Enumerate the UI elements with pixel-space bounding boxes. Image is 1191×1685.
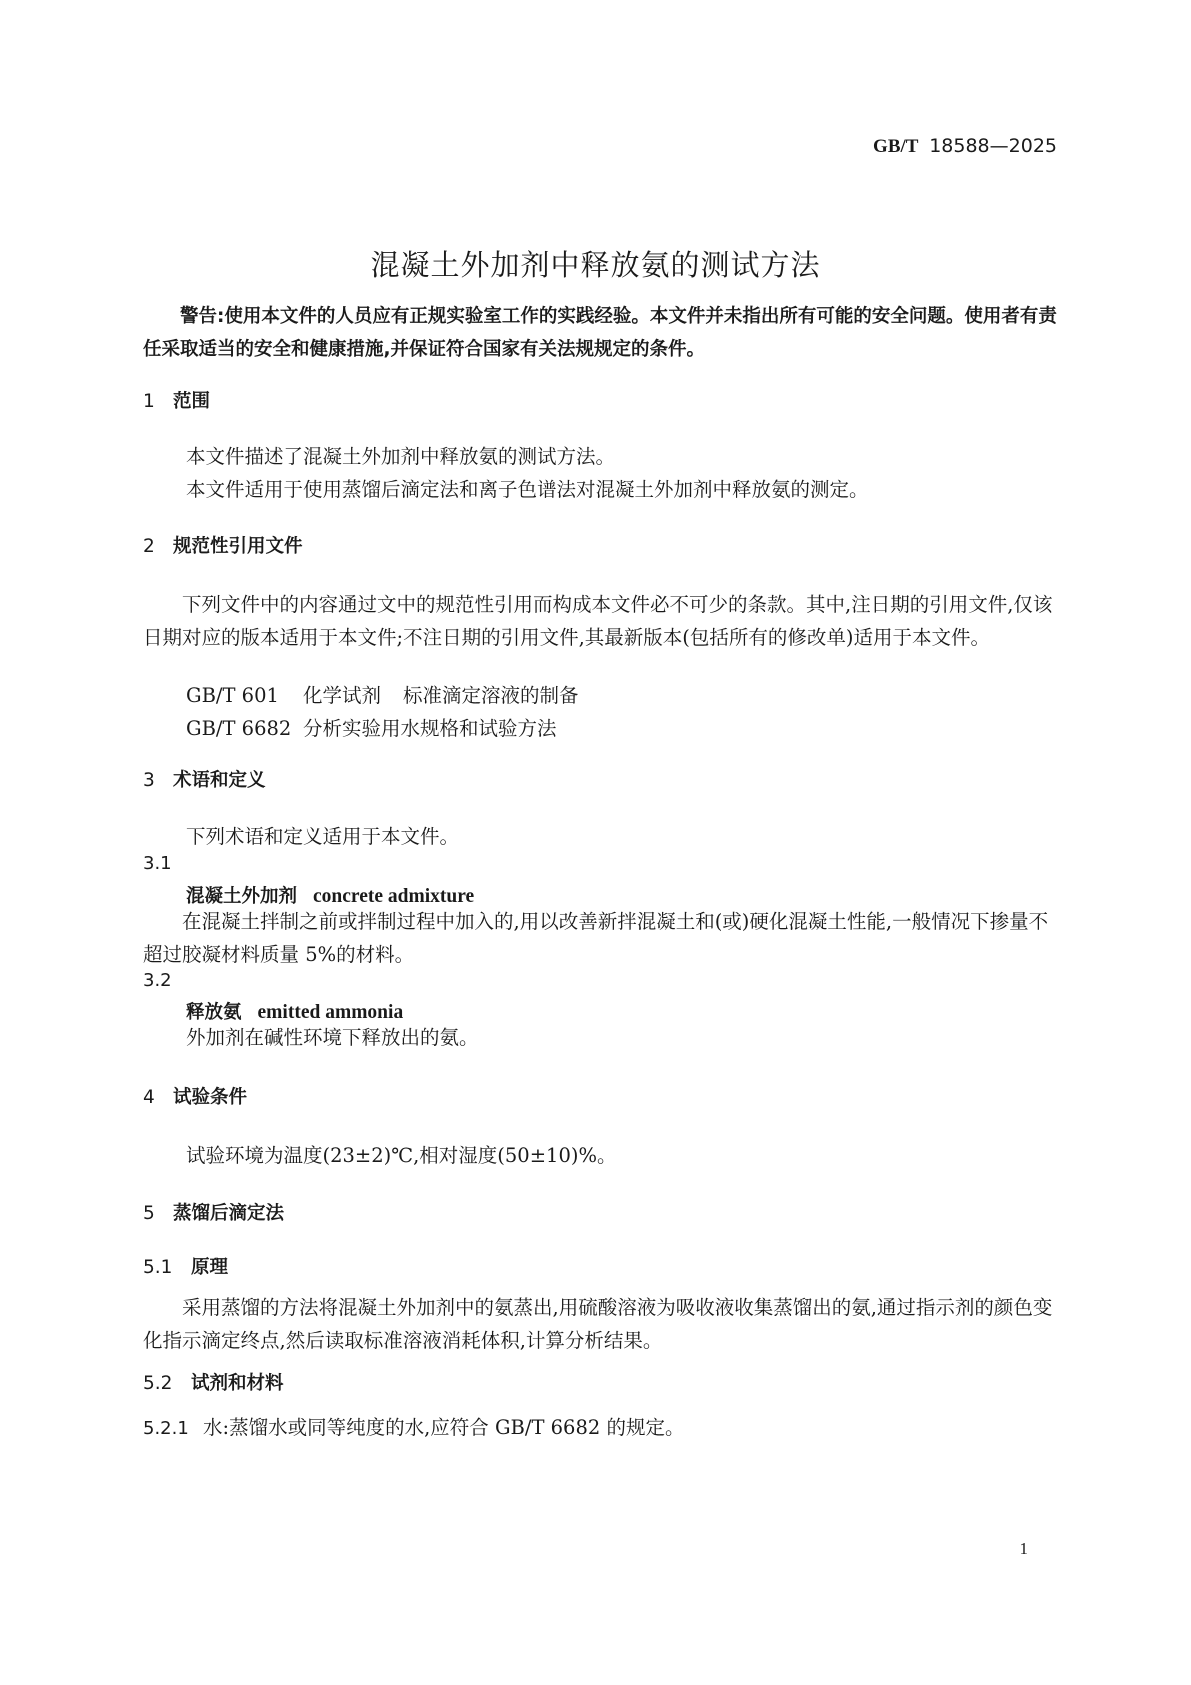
warning-notice: 警告:使用本文件的人员应有正规实验室工作的实践经验。本文件并未指出所有可能的安全问题。使用者有责任采取适当的安全和健康措施,并保证符合国家有关法规规定的条件。	[143, 306, 1057, 360]
reference-name-part: 标准滴定溶液的制备	[403, 684, 579, 707]
term-definition: 在混凝土拌制之前或拌制过程中加入的,用以改善新拌混凝土和(或)硬化混凝土性能,一般情况下掺量不超过胶凝材料质量 5%的材料。	[143, 910, 1049, 966]
section-heading-scope	[143, 387, 210, 413]
reference-item	[186, 713, 557, 741]
paragraph: 下列术语和定义适用于本文件。	[186, 825, 460, 848]
clause-5-2-1	[143, 1412, 684, 1440]
section-number: 4	[143, 1087, 155, 1108]
reference-item	[186, 680, 579, 708]
subsection-title: 原理	[191, 1257, 229, 1278]
term-number: 3.1	[143, 853, 172, 874]
reference-name: 化学试剂	[303, 684, 382, 707]
section-heading-test-conditions	[143, 1083, 247, 1109]
section-number: 2	[143, 536, 155, 557]
paragraph: 本文件适用于使用蒸馏后滴定法和离子色谱法对混凝土外加剂中释放氨的测定。	[186, 478, 869, 501]
subsection-number: 5.1	[143, 1257, 173, 1278]
term-zh: 释放氨	[186, 1002, 242, 1023]
subsection-heading-principle	[143, 1253, 228, 1279]
term-en: concrete admixture	[313, 886, 475, 907]
clause-text: 水:蒸馏水或同等纯度的水,应符合 GB/T 6682 的规定。	[203, 1416, 685, 1439]
paragraph: 本文件描述了混凝土外加剂中释放氨的测试方法。	[186, 445, 616, 468]
section-title: 术语和定义	[173, 770, 266, 791]
section-number: 1	[143, 391, 155, 412]
term-definition: 外加剂在碱性环境下释放出的氨。	[186, 1026, 479, 1049]
term-number: 3.2	[143, 970, 172, 991]
subsection-heading-reagents	[143, 1369, 284, 1395]
reference-code: GB/T 601	[186, 684, 279, 707]
paragraph: 下列文件中的内容通过文中的规范性引用而构成本文件必不可少的条款。其中,注日期的引用文件,仅该日期对应的版本适用于本文件;不注日期的引用文件,其最新版本(包括所有的修改单)适用于本文件。	[143, 593, 1053, 649]
subsection-number: 5.2	[143, 1373, 173, 1394]
standard-prefix: GB/T	[873, 136, 919, 157]
section-title: 范围	[173, 391, 211, 412]
section-title: 规范性引用文件	[173, 536, 303, 557]
section-heading-distillation-titration	[143, 1199, 284, 1225]
standard-code	[873, 135, 1057, 158]
term-en: emitted ammonia	[257, 1002, 404, 1023]
document-title: 混凝土外加剂中释放氨的测试方法	[370, 248, 821, 282]
section-title: 试验条件	[173, 1087, 248, 1108]
subsection-title: 试剂和材料	[191, 1373, 284, 1394]
reference-name: 分析实验用水规格和试验方法	[303, 717, 557, 740]
section-number: 3	[143, 770, 155, 791]
reference-code: GB/T 6682	[186, 717, 292, 740]
section-heading-normative-references	[143, 532, 303, 558]
section-heading-terms	[143, 766, 266, 792]
section-title: 蒸馏后滴定法	[173, 1203, 285, 1224]
paragraph: 采用蒸馏的方法将混凝土外加剂中的氨蒸出,用硫酸溶液为吸收液收集蒸馏出的氨,通过指示剂的颜色变化指示滴定终点,然后读取标准溶液消耗体积,计算分析结果。	[143, 1296, 1053, 1352]
term-heading	[186, 998, 403, 1024]
clause-number: 5.2.1	[143, 1418, 189, 1439]
section-number: 5	[143, 1203, 155, 1224]
term-zh: 混凝土外加剂	[186, 886, 298, 907]
page-number: 1	[1019, 1539, 1028, 1558]
paragraph: 试验环境为温度(23±2)℃,相对湿度(50±10)%。	[186, 1144, 617, 1167]
standard-number: 18588—2025	[929, 135, 1057, 157]
